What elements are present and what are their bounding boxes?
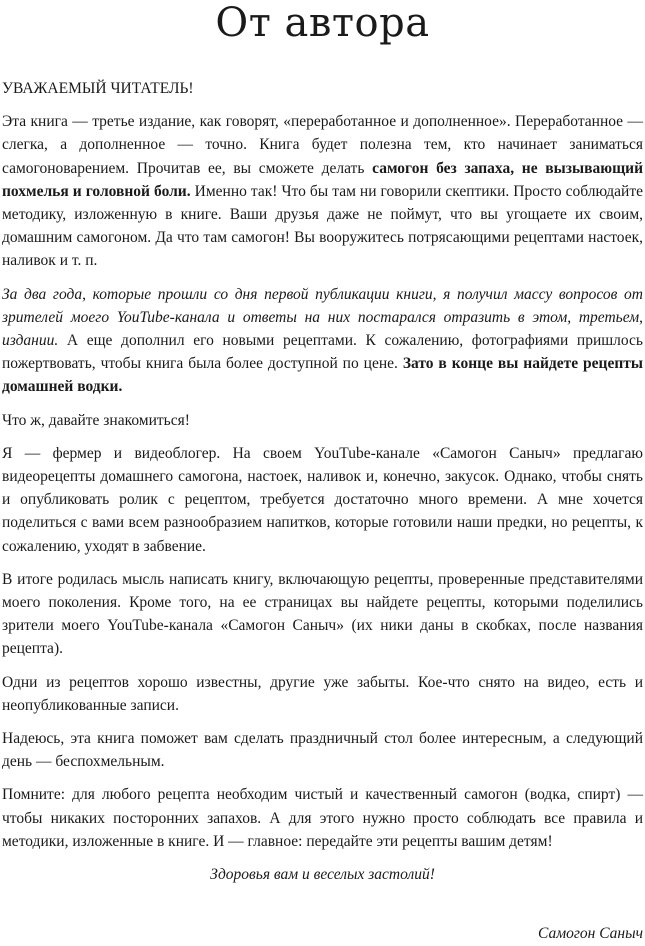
paragraph-4: Я — фермер и видеоблогер. На своем YouTube-канале «Самогон Саныч» предлагаю видеорецепты домашнего самогона, настоек, наливок и, конечно, закусок. Однако, чтобы снять и опубликовать ролик с рецептом, требуется достаточно много времени. А мне хочется поделиться с вами всем разнообразием напитков, которые готовили наши предки, но рецепты, к сожалению, уходят в забвение. <box>2 444 643 555</box>
p2-comma: , <box>639 308 643 326</box>
p2-bold: Зато в конце вы найдете рецепты домашней водки. <box>2 355 643 396</box>
paragraph-8: Помните: для любого рецепта необходим чистый и качественный самогон (водка, спирт) — чтобы никаких посторонних запахов. А для этого нужно просто соблюдать все правила и методики, изложенные в книге. И — главное: передайте эти рецепты вашим детям! <box>2 786 643 850</box>
paragraph-7: Надеюсь, эта книга поможет вам сделать праздничный стол более интересным, а следующий день — беспохмельным. <box>2 730 643 771</box>
paragraph-3: Что ж, давайте знакомиться! <box>2 411 190 429</box>
p1-bold: самогон без запаха, не вызывающий похмелья и головной боли. <box>2 159 644 200</box>
greeting: УВАЖАЕМЫЙ ЧИТАТЕЛЬ! <box>2 80 194 97</box>
p2-text-d: А еще дополнил его новыми рецептами. К сожалению, фотографиями пришлось пожертвовать, чтобы книга была более доступной по цене. <box>2 332 643 373</box>
page-title: От автора <box>215 0 430 46</box>
p1-text-c: Именно так! Что бы там ни говорили скептики. Просто соблюдайте методику, изложенную в книге. Ваши друзья даже не поймут, что вы угощаете их своим, домашним самогоном. Да что там самогон! Вы вооружитесь потрясающими рецептами настоек, наливок и т. п. <box>2 182 643 270</box>
paragraph-1 <box>2 110 643 272</box>
p1-text-a: Эта книга — третье издание, как говорят, «переработанное и дополненное». Переработанное — слегка, а дополненное — точно. Книга будет полезна тем, кто начинает заниматься самогоноварением. Прочитав ее, вы сможете делать <box>2 113 643 177</box>
paragraph-2 <box>2 283 643 399</box>
signature: Самогон Саныч <box>538 925 643 942</box>
p2-italic-c: издании. <box>2 332 59 350</box>
article-body <box>2 77 643 896</box>
p2-italic-a: За два года, которые прошли со дня первой публикации книги, я получил массу вопросов от зрителей моего YouTube-канала и ответы на них постарался отразить в этом, третьем <box>2 285 643 326</box>
paragraph-5: В итоге родилась мысль написать книгу, включающую рецепты, проверенные представителями моего поколения. Кроме того, на ее страницах вы найдете рецепты, которыми поделились зрители моего YouTube-канала «Самогон Саныч» (их ники даны в скобках, после названия рецепта). <box>2 570 643 658</box>
paragraph-6: Одни из рецептов хорошо известны, другие уже забыты. Кое-что снято на видео, есть и неопубликованные записи. <box>2 673 643 714</box>
closing-line: Здоровья вам и веселых застолий! <box>210 866 435 884</box>
